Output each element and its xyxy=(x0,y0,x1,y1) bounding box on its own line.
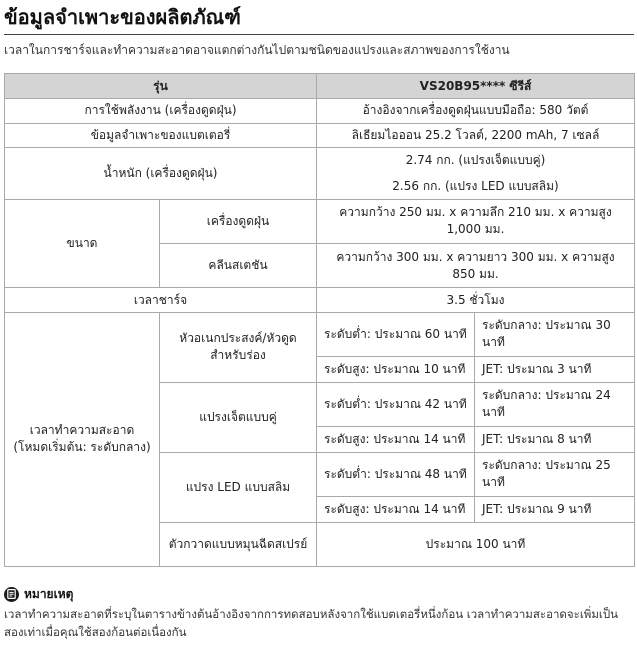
power-label: การใช้พลังงาน (เครื่องดูดฝุ่น) xyxy=(5,99,317,124)
title-divider xyxy=(4,34,634,35)
table-row xyxy=(5,148,635,174)
battery-value: ลิเธียมไอออน 25.2 โวลต์, 2200 mAh, 7 เซลล์ xyxy=(317,123,635,148)
table-row xyxy=(5,123,635,148)
power-value: อ้างอิงจากเครื่องดูดฝุ่นแบบมือถือ: 580 วัตต์ xyxy=(317,99,635,124)
spec-table xyxy=(4,73,635,567)
runtime-duo-mid: ระดับกลาง: ประมาณ 24 นาที xyxy=(475,382,635,426)
table-row xyxy=(5,99,635,124)
page-title: ข้อมูลจำเพาะของผลิตภัณฑ์ xyxy=(4,5,241,29)
size-station-label: คลีนสเตชัน xyxy=(160,243,317,287)
model-name: VS20B95**** ซีรีส์ xyxy=(317,74,635,99)
runtime-multi-mid: ระดับกลาง: ประมาณ 30 นาที xyxy=(475,312,635,356)
table-row xyxy=(5,199,635,243)
runtime-slim-label: แปรง LED แบบสลิม xyxy=(160,452,317,522)
note-icon xyxy=(4,587,19,602)
runtime-multi-low: ระดับต่ำ: ประมาณ 60 นาที xyxy=(317,312,475,356)
runtime-slim-low: ระดับต่ำ: ประมาณ 48 นาที xyxy=(317,452,475,496)
table-row xyxy=(5,288,635,313)
runtime-mop-value: ประมาณ 100 นาที xyxy=(317,522,635,566)
table-header-row xyxy=(5,74,635,99)
table-row xyxy=(5,312,635,356)
charge-label: เวลาชาร์จ xyxy=(5,288,317,313)
page-subtitle: เวลาในการชาร์จและทำความสะอาดอาจแตกต่างกันไปตามชนิดของแปรงและสภาพของการใช้งาน xyxy=(4,43,510,57)
runtime-multi-jet: JET: ประมาณ 3 นาที xyxy=(475,357,635,383)
weight-value-duo: 2.74 กก. (แปรงเจ็ตแบบคู่) xyxy=(317,148,635,174)
runtime-duo-low: ระดับต่ำ: ประมาณ 42 นาที xyxy=(317,382,475,426)
size-station-value: ความกว้าง 300 มม. x ความยาว 300 มม. x ความสูง 850 มม. xyxy=(317,243,635,287)
size-vacuum-label: เครื่องดูดฝุ่น xyxy=(160,199,317,243)
weight-value-slim: 2.56 กก. (แปรง LED แบบสลิม) xyxy=(317,174,635,200)
runtime-duo-label: แปรงเจ็ตแบบคู่ xyxy=(160,382,317,452)
charge-value: 3.5 ชั่วโมง xyxy=(317,288,635,313)
note-header xyxy=(4,585,73,603)
note-body: เวลาทำความสะอาดที่ระบุในตารางข้างต้นอ้างอิงจากการทดสอบหลังจากใช้แบตเตอรี่หนึ่งก้อน เวลาทำความสะอาดจะเพิ่มเป็นสองเท่าเมื่อคุณใช้สองก้อนต่อเนื่องกัน xyxy=(4,607,619,639)
model-header: รุ่น xyxy=(5,74,317,99)
runtime-slim-high: ระดับสูง: ประมาณ 14 นาที xyxy=(317,496,475,522)
runtime-duo-jet: JET: ประมาณ 8 นาที xyxy=(475,427,635,453)
size-label: ขนาด xyxy=(5,199,160,287)
runtime-multi-label: หัวอเนกประสงค์/หัวดูดสำหรับร่อง xyxy=(160,312,317,382)
runtime-duo-high: ระดับสูง: ประมาณ 14 นาที xyxy=(317,427,475,453)
runtime-label: เวลาทำความสะอาด (โหมดเริ่มต้น: ระดับกลาง) xyxy=(5,312,160,566)
battery-label: ข้อมูลจำเพาะของแบตเตอรี่ xyxy=(5,123,317,148)
runtime-multi-high: ระดับสูง: ประมาณ 10 นาที xyxy=(317,357,475,383)
note-title: หมายเหตุ xyxy=(24,586,74,601)
runtime-slim-mid: ระดับกลาง: ประมาณ 25 นาที xyxy=(475,452,635,496)
weight-label: น้ำหนัก (เครื่องดูดฝุ่น) xyxy=(5,148,317,199)
runtime-slim-jet: JET: ประมาณ 9 นาที xyxy=(475,496,635,522)
runtime-mop-label: ตัวกวาดแบบหมุนฉีดสเปรย์ xyxy=(160,522,317,566)
size-vacuum-value: ความกว้าง 250 มม. x ความลึก 210 มม. x ความสูง 1,000 มม. xyxy=(317,199,635,243)
